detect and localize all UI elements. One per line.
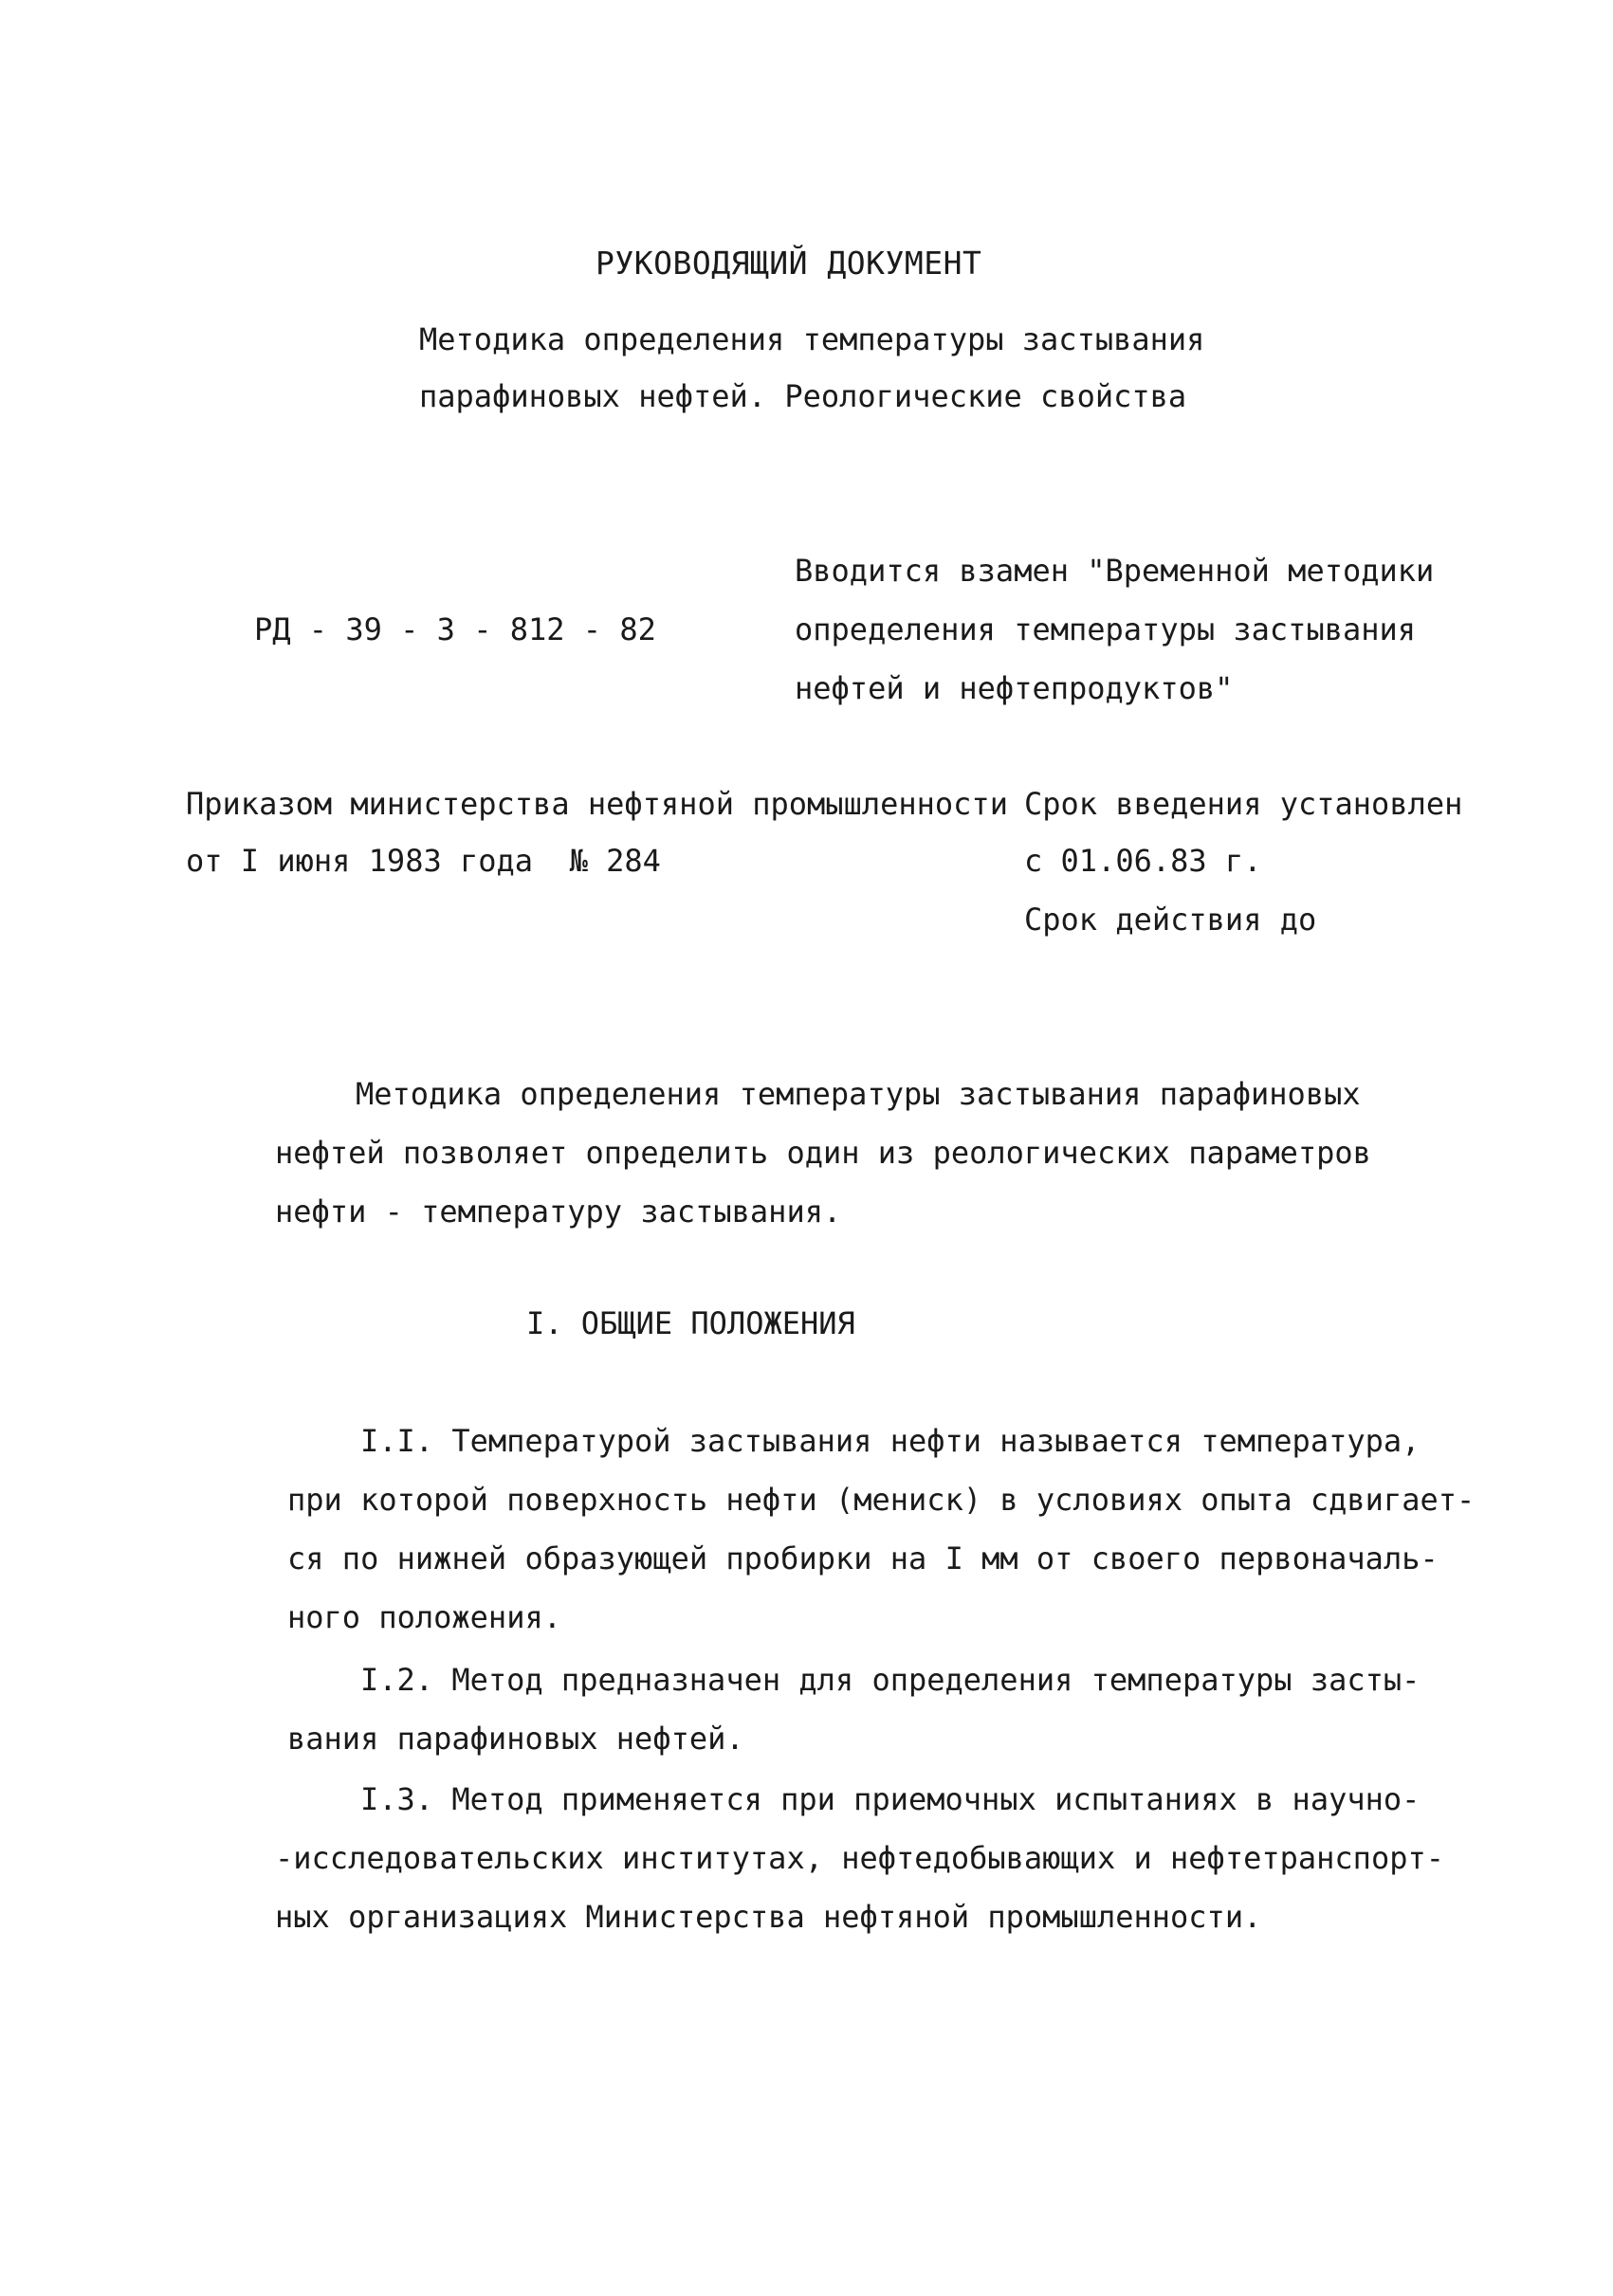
order-line-2: от I июня 1983 года № 284 xyxy=(186,843,661,879)
document-title-line-1: Методика определения температуры застывания xyxy=(419,321,1205,357)
validity-line: Срок действия до xyxy=(1024,902,1317,938)
intro-line-2: нефтей позволяет определить один из реологических параметров xyxy=(275,1135,1371,1171)
clause-1-3-line-1: I.3. Метод применяется при приемочных испытаниях в научно- xyxy=(360,1781,1421,1817)
clause-1-2-line-2: вания парафиновых нефтей. xyxy=(287,1721,744,1757)
clause-1-1-line-2: при которой поверхность нефти (мениск) в условиях опыта сдвигает- xyxy=(287,1482,1476,1518)
replaces-line-2: определения температуры застывания xyxy=(795,611,1417,647)
clause-1-1-line-3: ся по нижней образующей пробирки на I мм от своего первоначаль- xyxy=(287,1540,1439,1576)
section-heading: I. ОБЩИЕ ПОЛОЖЕНИЯ xyxy=(526,1305,855,1341)
clause-1-1-line-4: ного положения. xyxy=(287,1599,561,1635)
clause-1-2-line-1: I.2. Метод предназначен для определения температуры засты- xyxy=(360,1662,1421,1698)
document-type: РУКОВОДЯЩИЙ ДОКУМЕНТ xyxy=(596,245,982,282)
replaces-line-3: нефтей и нефтепродуктов" xyxy=(795,670,1234,706)
effective-date-line-1: Срок введения установлен xyxy=(1024,786,1463,822)
clause-1-3-line-3: ных организациях Министерства нефтяной промышленности. xyxy=(275,1899,1262,1935)
document-title-line-2: парафиновых нефтей. Реологические свойства xyxy=(419,378,1187,414)
order-line-1: Приказом министерства нефтяной промышленности xyxy=(186,786,1008,822)
intro-line-1: Методика определения температуры застывания парафиновых xyxy=(356,1076,1361,1112)
effective-date-line-2: с 01.06.83 г. xyxy=(1024,843,1262,879)
replaces-line-1: Вводится взамен "Временной методики xyxy=(795,553,1435,589)
clause-1-1-line-1: I.I. Температурой застывания нефти называется температура, xyxy=(360,1423,1421,1459)
intro-line-3: нефти - температуру застывания. xyxy=(275,1194,842,1230)
clause-1-3-line-2: -исследовательских институтах, нефтедобывающих и нефтетранспорт- xyxy=(275,1840,1444,1876)
document-code: РД - 39 - 3 - 812 - 82 xyxy=(254,611,656,647)
